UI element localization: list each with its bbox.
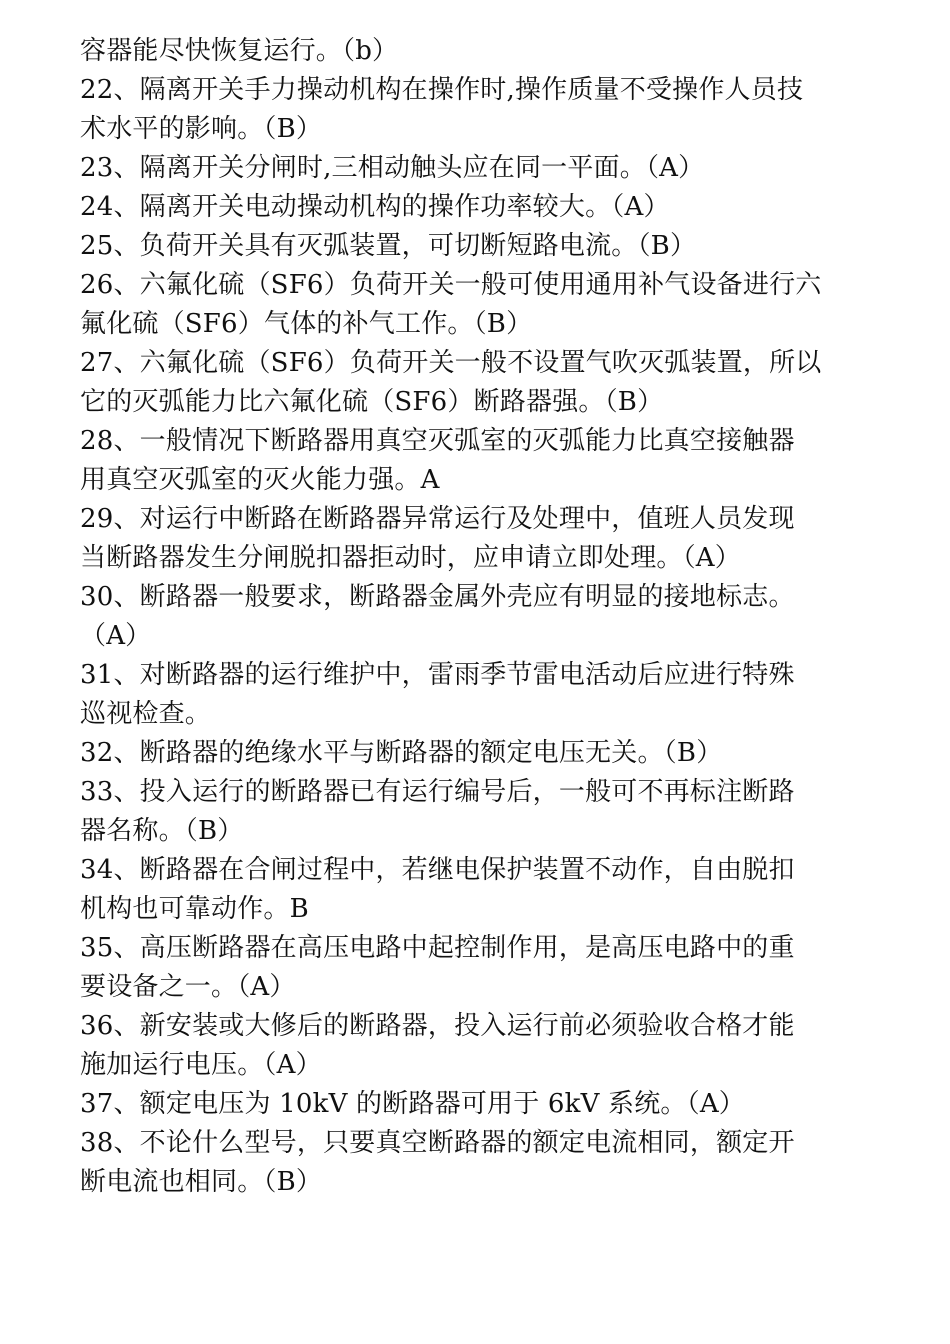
text-line-26: 36、新安装或大修后的断路器，投入运行前必须验收合格才能 [80,1011,795,1041]
text-line-15: 30、断路器一般要求，断路器金属外壳应有明显的接地标志。 [80,582,795,612]
text-line-24: 35、高压断路器在高压电路中起控制作用，是高压电路中的重 [80,933,795,963]
text-line-10: 它的灭弧能力比六氟化硫（SF6）断路器强。（B） [80,387,664,417]
text-line-18: 巡视检查。 [80,699,212,729]
text-line-28: 37、额定电压为 10kV 的断路器可用于 6kV 系统。（A） [80,1089,746,1119]
text-line-12: 用真空灭弧室的灭火能力强。A [80,465,440,495]
text-line-8: 氟化硫（SF6）气体的补气工作。（B） [80,309,533,339]
text-line-3: 术水平的影响。（B） [80,114,323,144]
text-line-14: 当断路器发生分闸脱扣器拒动时，应申请立即处理。（A） [80,543,741,573]
text-line-7: 26、六氟化硫（SF6）负荷开关一般可使用通用补气设备进行六 [80,270,822,300]
text-line-22: 34、断路器在合闸过程中，若继电保护装置不动作，自由脱扣 [80,855,795,885]
text-line-5: 24、隔离开关电动操动机构的操作功率较大。（A） [80,192,670,222]
text-line-16: （A） [80,621,152,651]
text-line-29: 38、不论什么型号，只要真空断路器的额定电流相同，额定开 [80,1128,795,1158]
text-line-1: 容器能尽快恢复运行。（b） [80,36,399,66]
text-line-23: 机构也可靠动作。B [80,894,309,924]
text-line-20: 33、投入运行的断路器已有运行编号后，一般可不再标注断路 [80,777,795,807]
text-line-2: 22、隔离开关手力操动机构在操作时,操作质量不受操作人员技 [80,75,804,105]
text-line-19: 32、断路器的绝缘水平与断路器的额定电压无关。（B） [80,738,723,768]
text-line-17: 31、对断路器的运行维护中，雷雨季节雷电活动后应进行特殊 [80,660,795,690]
text-line-13: 29、对运行中断路在断路器异常运行及处理中，值班人员发现 [80,504,795,534]
text-line-25: 要设备之一。（A） [80,972,296,1002]
text-line-6: 25、负荷开关具有灭弧装置，可切断短路电流。（B） [80,231,697,261]
text-line-11: 28、一般情况下断路器用真空灭弧室的灭弧能力比真空接触器 [80,426,795,456]
text-line-30: 断电流也相同。（B） [80,1167,323,1197]
text-line-27: 施加运行电压。（A） [80,1050,322,1080]
document-page [80,32,870,1202]
text-line-4: 23、隔离开关分闸时,三相动触头应在同一平面。（A） [80,153,705,183]
text-line-9: 27、六氟化硫（SF6）负荷开关一般不设置气吹灭弧装置，所以 [80,348,822,378]
text-line-21: 器名称。（B） [80,816,244,846]
